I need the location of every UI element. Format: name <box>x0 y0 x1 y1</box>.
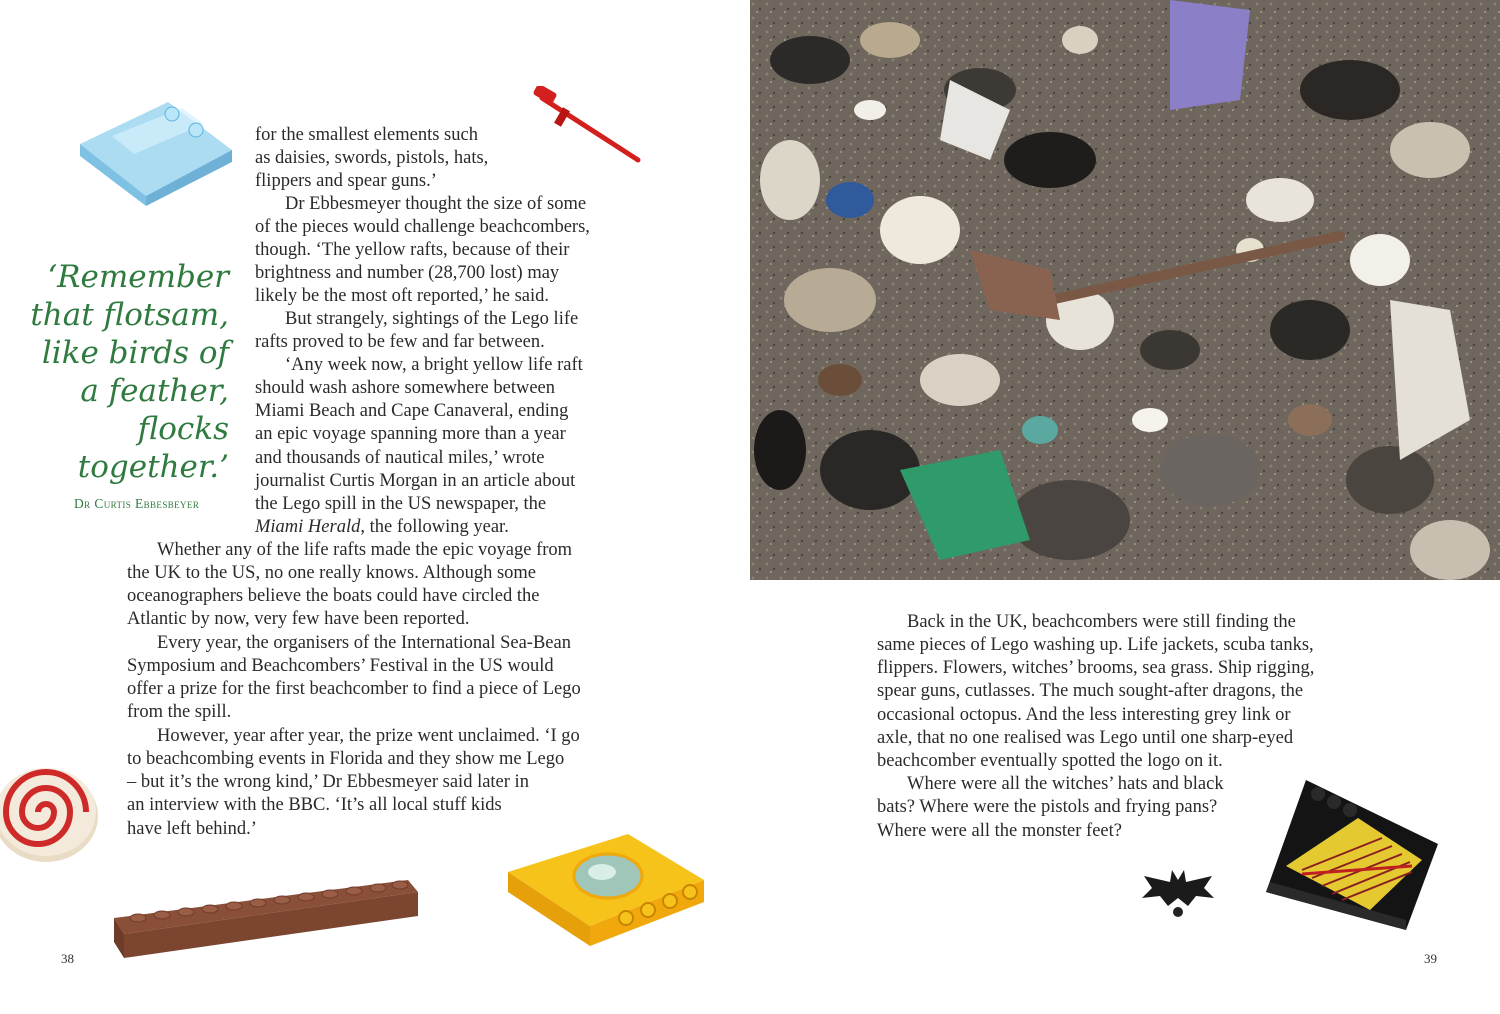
beach-plastic-debris-photo <box>750 0 1500 580</box>
body-line: likely be the most oft reported,’ he said. <box>255 286 550 306</box>
body-line: an interview with the BBC. ‘It’s all local stuff kids <box>127 795 502 815</box>
body-line: brightness and number (28,700 lost) may <box>255 263 560 283</box>
body-line: – but it’s the wrong kind,’ Dr Ebbesmeyer said later in <box>127 772 529 792</box>
pull-quote-line: ‘Remember <box>47 259 229 295</box>
brown-lego-brick <box>108 876 424 966</box>
body-line: Back in the UK, beachcombers were still finding the <box>907 612 1296 632</box>
pull-quote-attribution: Dr Curtis Ebbesbeyer <box>74 496 200 511</box>
pull-quote-line: a feather, <box>80 373 229 409</box>
body-line: though. ‘The yellow rafts, because of their <box>255 240 570 260</box>
body-line: have left behind.’ <box>127 819 257 839</box>
body-line: flippers. Flowers, witches’ brooms, sea grass. Ship rigging, <box>877 658 1315 678</box>
body-line: from the spill. <box>127 702 232 722</box>
body-line: ‘Any week now, a bright yellow life raft <box>285 355 583 375</box>
body-line: Every year, the organisers of the International Sea-Bean <box>157 633 571 653</box>
pull-quote <box>0 258 229 498</box>
body-line: Symposium and Beachcombers’ Festival in the US would <box>127 656 554 676</box>
body-line: an epic voyage spanning more than a year <box>255 424 566 444</box>
clear-blue-lego-windscreen <box>72 84 240 210</box>
body-line: the UK to the US, no one really knows. Although some <box>127 563 537 583</box>
body-line: and thousands of nautical miles,’ wrote <box>255 448 545 468</box>
pull-quote-line: that flotsam, <box>30 297 229 333</box>
body-line: flippers and spear guns.’ <box>255 171 437 191</box>
page-number: 39 <box>1424 951 1437 966</box>
body-line: Whether any of the life rafts made the epic voyage from <box>157 540 573 560</box>
body-line: of the pieces would challenge beachcombers, <box>255 217 590 237</box>
body-line: bats? Where were the pistols and frying pans? <box>877 797 1218 817</box>
body-line: as daisies, swords, pistols, hats, <box>255 148 489 168</box>
newspaper-title: Miami Herald <box>255 517 361 537</box>
body-line: for the smallest elements such <box>255 125 478 145</box>
pull-quote-line: like birds of <box>41 335 229 371</box>
body-line: axle, that no one realised was Lego until one sharp-eyed <box>877 728 1294 748</box>
body-line: But strangely, sightings of the Lego life <box>285 309 579 329</box>
body-line: same pieces of Lego washing up. Life jackets, scuba tanks, <box>877 635 1314 655</box>
body-line: to beachcombing events in Florida and they show me Lego <box>127 749 565 769</box>
pull-quote-line: flocks <box>137 411 229 447</box>
red-white-lego-round-tile <box>0 754 100 866</box>
right-page <box>750 0 1500 1014</box>
body-line: Dr Ebbesmeyer thought the size of some <box>285 194 587 214</box>
body-line: oceanographers believe the boats could have circled the <box>127 586 540 606</box>
body-line: Atlantic by now, very few have been reported. <box>127 609 470 629</box>
body-line: Where were all the witches’ hats and black <box>907 774 1224 794</box>
body-line: Miami Beach and Cape Canaveral, ending <box>255 401 569 421</box>
yellow-lego-life-raft <box>498 828 714 948</box>
page-number: 38 <box>61 951 74 966</box>
body-line: the Lego spill in the US newspaper, the <box>255 494 547 514</box>
black-lego-bat <box>1140 866 1216 920</box>
body-line-tail: , the following year. <box>360 517 509 537</box>
body-line: offer a prize for the first beachcomber to find a piece of Lego <box>127 679 581 699</box>
body-line: However, year after year, the prize went unclaimed. ‘I go <box>157 726 580 746</box>
red-lego-spear-gun <box>530 86 646 166</box>
black-yellow-lego-dragon-wedge <box>1262 774 1442 934</box>
body-line: spear guns, cutlasses. The much sought-after dragons, the <box>877 681 1304 701</box>
body-line: journalist Curtis Morgan in an article about <box>255 471 576 491</box>
body-line: occasional octopus. And the less interesting grey link or <box>877 705 1291 725</box>
body-line <box>255 516 509 539</box>
body-line: beachcomber eventually spotted the logo on it. <box>877 751 1223 771</box>
body-line: rafts proved to be few and far between. <box>255 332 545 352</box>
body-line: Where were all the monster feet? <box>877 821 1122 841</box>
body-line: should wash ashore somewhere between <box>255 378 556 398</box>
pull-quote-line: together.’ <box>77 449 229 485</box>
